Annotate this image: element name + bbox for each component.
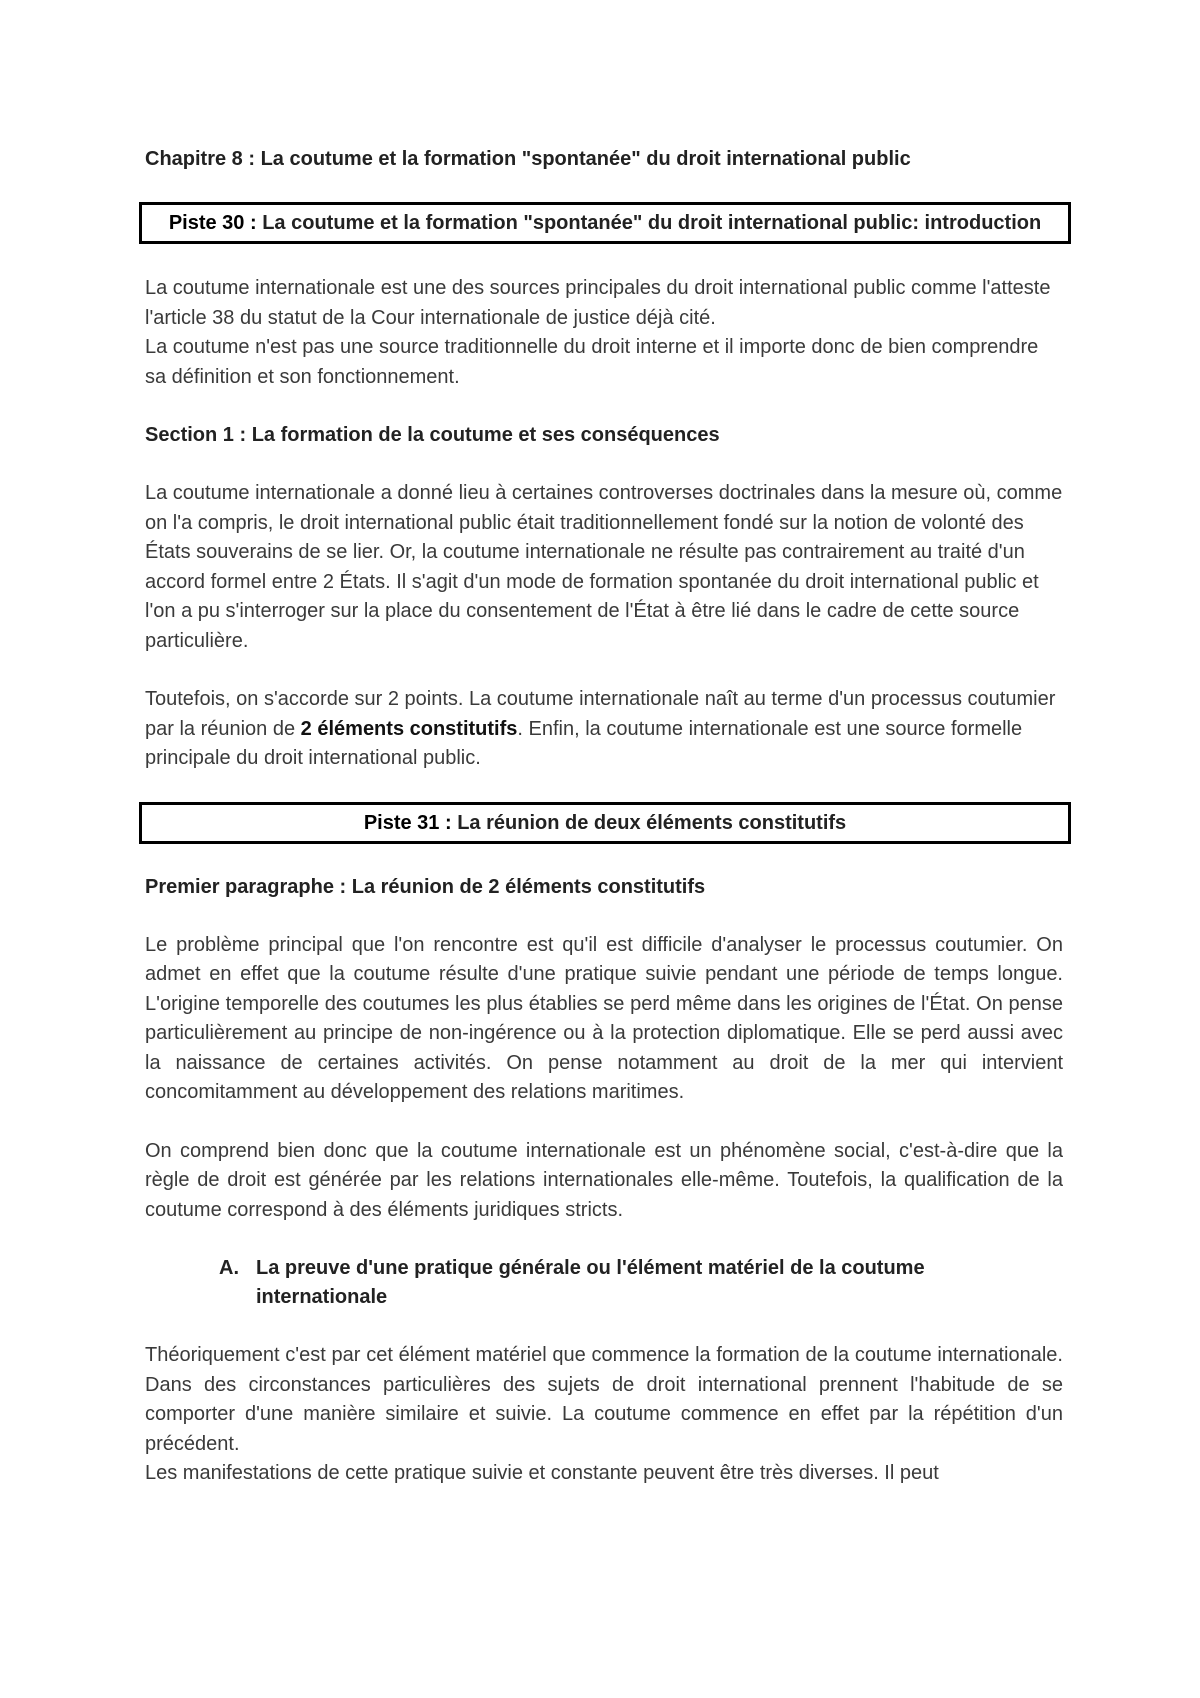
piste-30-prefix: Piste 30 : bbox=[168, 212, 257, 234]
subsection-a-title: La preuve d'une pratique générale ou l'élément matériel de la coutume internationale bbox=[256, 1257, 925, 1308]
constitutive-elements-emphasis: 2 éléments constitutifs bbox=[300, 717, 518, 740]
subsection-a-marker: A. bbox=[219, 1257, 239, 1279]
subsection-a-heading bbox=[145, 1254, 1063, 1312]
paragraph-1-text-2: On comprend bien donc que la coutume internationale est un phénomène social, c'est-à-dire que la règle de droit est générée par les relations internationales elle-même. Toutefois, la qualification de la coutume correspond à des éléments juridiques stricts. bbox=[145, 1139, 1063, 1221]
paragraph-1-text-1: Le problème principal que l'on rencontre est qu'il est difficile d'analyser le processus coutumier. On admet en effet que la coutume résulte d'une pratique suivie pendant une période de temps longue. L'origine temporelle des coutumes les plus établies se perd même dans les origines de l'État. On pense particulièrement au principe de non-ingérence ou à la protection diplomatique. Elle se perd aussi avec la naissance de certaines activités. On pense notamment au droit de la mer qui intervient concomitamment au développement des relations maritimes. bbox=[145, 933, 1063, 1103]
subsection-a-paragraph-2: Les manifestations de cette pratique suivie et constante peuvent être très diverses. Il peut bbox=[145, 1462, 939, 1484]
piste-31-prefix: Piste 31 : bbox=[363, 811, 452, 834]
piste-31-title: La réunion de deux éléments constitutifs bbox=[457, 811, 847, 834]
intro-paragraph-1: La coutume internationale est une des sources principales du droit international public comme l'atteste l'article 38 du statut de la Cour internationale de justice déjà cité. bbox=[145, 277, 1051, 329]
paragraph-1-title: Premier paragraphe : La réunion de 2 éléments constitutifs bbox=[145, 875, 706, 898]
piste-30-box bbox=[139, 202, 1071, 244]
section-1-paragraph-1: La coutume internationale a donné lieu à certaines controverses doctrinales dans la mesure où, comme on l'a compris, le droit international public était traditionnellement fondé sur la notion de volonté des États souverains de se lier. Or, la coutume internationale ne résulte pas contrairement au traité d'un accord formel entre 2 États. Il s'agit d'un mode de formation spontanée du droit international public et l'on a pu s'interroger sur la place du consentement de l'État à être lié dans le cadre de cette source particulière. bbox=[145, 482, 1063, 652]
section-1-title: Section 1 : La formation de la coutume et ses conséquences bbox=[145, 424, 720, 446]
chapter-title: Chapitre 8 : La coutume et la formation "spontanée" du droit international public bbox=[145, 148, 911, 170]
piste-30-title: La coutume et la formation "spontanée" du droit international public: introduction bbox=[262, 212, 1042, 234]
intro-paragraph-2: La coutume n'est pas une source traditionnelle du droit interne et il importe donc de bien comprendre sa définition et son fonctionnement. bbox=[145, 336, 1039, 388]
subsection-a-paragraph-1: Théoriquement c'est par cet élément matériel que commence la formation de la coutume internationale. Dans des circonstances particulières des sujets de droit international prennent l'habitude de se comporter d'une manière similaire et suivie. La coutume commence en effet par la répétition d'un précédent. bbox=[145, 1344, 1063, 1455]
document-page bbox=[145, 145, 1063, 1489]
section-1-paragraph-2-start: Toutefois, on s'accorde sur 2 points. La coutume internationale naît au terme d'un processus coutumier par la réunion de bbox=[145, 688, 1056, 740]
section-1-paragraph-2-end: . Enfin, la coutume internationale est une source formelle principale du droit international public. bbox=[145, 717, 1023, 769]
section-1-paragraph-2 bbox=[145, 685, 1063, 774]
piste-31-box bbox=[139, 802, 1071, 844]
